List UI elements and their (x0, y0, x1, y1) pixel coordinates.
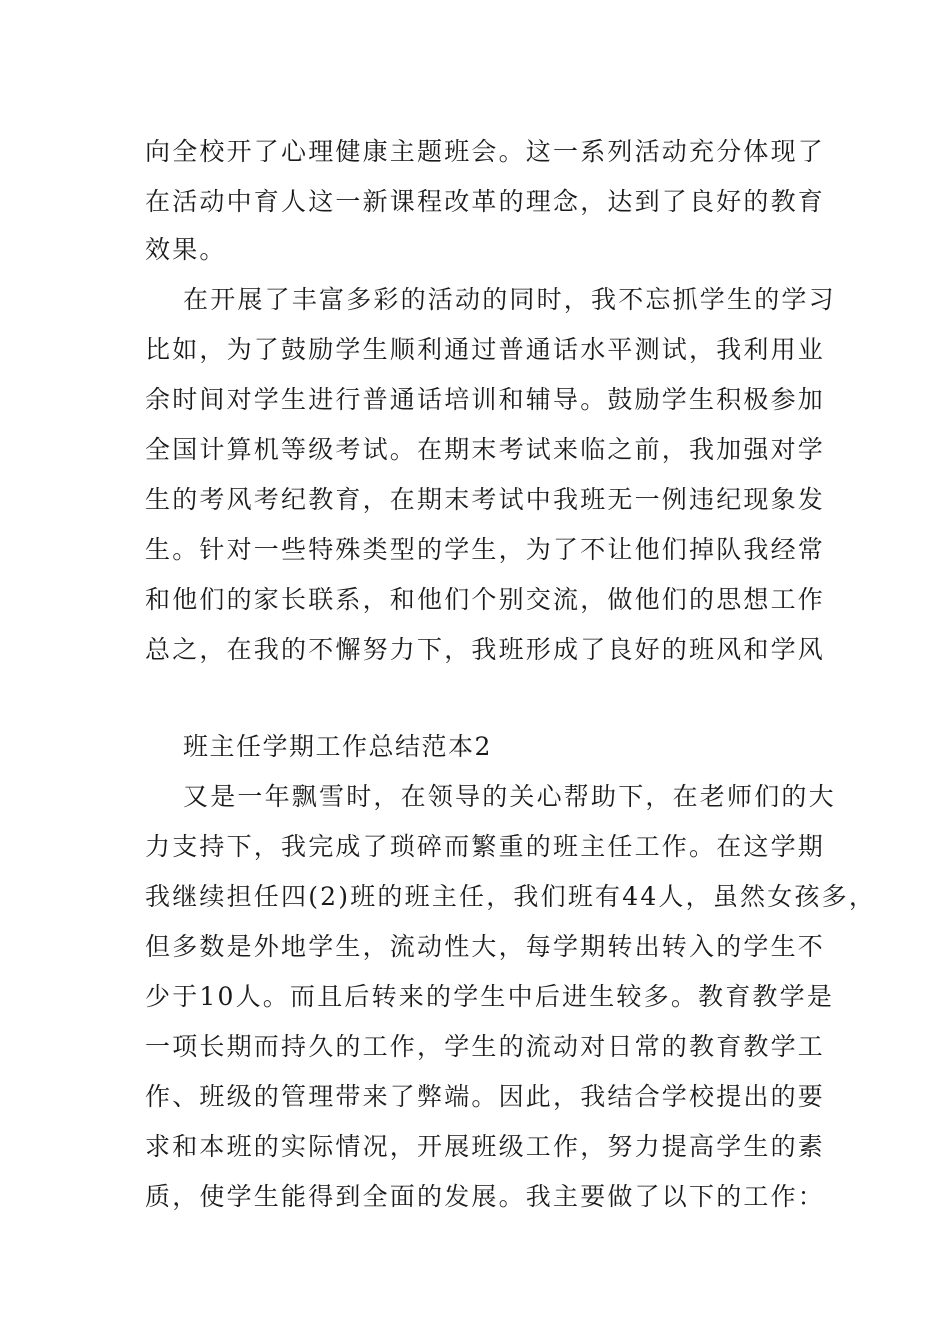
paragraph-line: 作、班级的管理带来了弊端。因此，我结合学校提出的要 (145, 1082, 826, 1111)
paragraph-line: 比如，为了鼓励学生顺利通过普通话水平测试，我利用业 (145, 335, 826, 364)
paragraph-line: 全国计算机等级考试。在期末考试来临之前，我加强对学 (145, 435, 826, 464)
paragraph-line: 和他们的家长联系，和他们个别交流，做他们的思想工作 (145, 585, 826, 614)
paragraph-line: 效果。 (145, 235, 227, 264)
paragraph-line: 生。针对一些特殊类型的学生，为了不让他们掉队我经常 (145, 535, 826, 564)
paragraph-line: 求和本班的实际情况，开展班级工作，努力提高学生的素 (145, 1132, 826, 1161)
paragraph-line: 我继续担任四(2)班的班主任，我们班有44人，虽然女孩多， (145, 882, 877, 911)
paragraph-line: 力支持下，我完成了琐碎而繁重的班主任工作。在这学期 (145, 832, 826, 861)
paragraph-line: 又是一年飘雪时，在领导的关心帮助下，在老师们的大 (183, 782, 836, 811)
paragraph-line: 在开展了丰富多彩的活动的同时，我不忘抓学生的学习 (183, 285, 836, 314)
paragraph-line: 总之，在我的不懈努力下，我班形成了良好的班风和学风 (145, 635, 826, 664)
paragraph-line: 质，使学生能得到全面的发展。我主要做了以下的工作： (145, 1182, 826, 1211)
paragraph-line: 但多数是外地学生，流动性大，每学期转出转入的学生不 (145, 932, 826, 961)
paragraph-line: 少于10人。而且后转来的学生中后进生较多。教育教学是 (145, 982, 835, 1011)
paragraph-line: 向全校开了心理健康主题班会。这一系列活动充分体现了 (145, 137, 826, 166)
paragraph-line: 余时间对学生进行普通话培训和辅导。鼓励学生积极参加 (145, 385, 826, 414)
section-heading: 班主任学期工作总结范本2 (183, 732, 492, 761)
paragraph-line: 在活动中育人这一新课程改革的理念，达到了良好的教育 (145, 187, 826, 216)
paragraph-line: 一项长期而持久的工作，学生的流动对日常的教育教学工 (145, 1032, 826, 1061)
paragraph-line: 生的考风考纪教育，在期末考试中我班无一例违纪现象发 (145, 485, 826, 514)
